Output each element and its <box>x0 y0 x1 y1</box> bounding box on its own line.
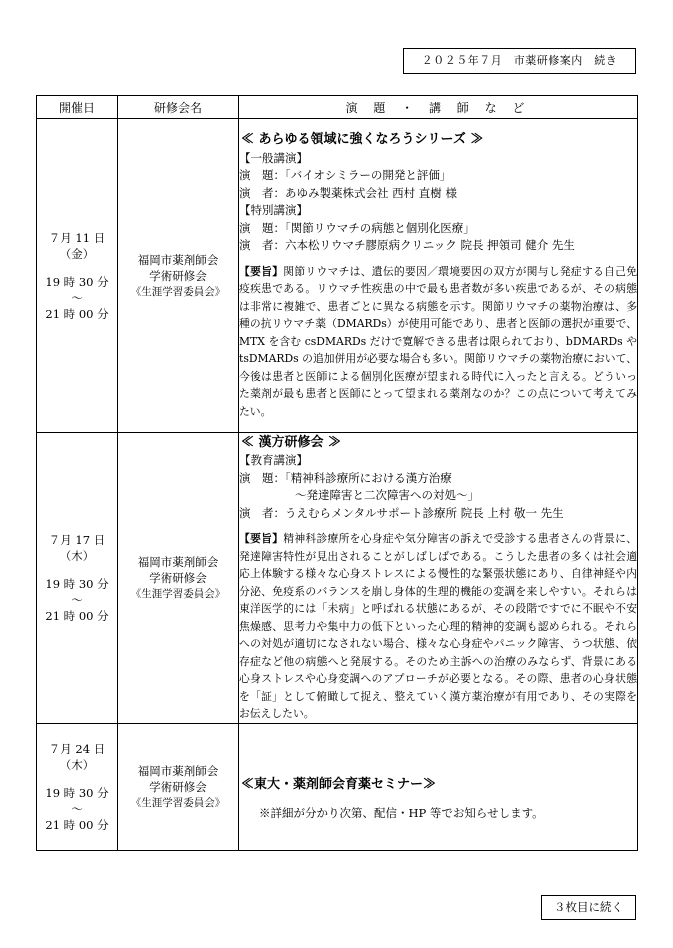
topic-cell <box>239 433 638 724</box>
lecture-title: 演 題：「バイオシミラーの開発と評価」 <box>239 168 452 182</box>
session-time-start: 19 時 30 分 <box>45 274 109 289</box>
organizer-type: 学術研修会 <box>149 571 207 585</box>
summary-text: 精神科診療所を心身症や気分障害の訴えで受診する患者さんの背景に、発達障害特性が見出されることがしばしばである。こうした患者の多くは社会適応上体験する様々な心身ストレスによる慢性的な緊張状態にあり、自律神経や内分泌、免疫系のバランスを崩し身体的生理的機能の変調を来しやすい。それらは東洋医学的には「未病」と呼ばれる状態にあるが、その段階ですでに不眠や不安焦燥感、思考力や集中力の低下といった心理的精神的変調も認められる。それらへの対処が適切になされない場合、様々な心身症やパニック障害、うつ状態、依存症など他の病態へと発展する。そのため主訴への治療のみならず、背景にある心身ストレスや心身変調へのアプローチが必要となる。その際、患者の心身状態を「証」として俯瞰して捉え、整えていく漢方薬治療が有用であり、その実際をお伝えしたい。 <box>239 532 638 720</box>
lecture-title: 演 題：「精神科診療所における漢方治療 <box>239 470 452 485</box>
organizer-cell <box>118 433 239 724</box>
organizer-committee: 《生涯学習委員会》 <box>130 797 226 809</box>
series-title: ≪東大・薬剤師会育薬セミナー≫ <box>241 776 437 792</box>
session-time-end: 21 時 00 分 <box>45 818 109 832</box>
organizer-committee: 《生涯学習委員会》 <box>130 588 226 600</box>
column-header-name: 研修会名 <box>118 96 239 119</box>
organizer-type: 学術研修会 <box>149 268 207 283</box>
column-header-date: 開催日 <box>37 96 118 119</box>
summary-label: 【要旨】 <box>239 532 284 545</box>
lecture-speaker: 演 者：うえむらメンタルサポート診療所 院長 上村 敬一 先生 <box>239 505 564 520</box>
session-time-start: 19 時 30 分 <box>45 577 109 591</box>
session-date-cell <box>37 433 118 724</box>
lecture-speaker: 演 者：あゆみ製薬株式会社 西村 直樹 様 <box>239 185 457 200</box>
table-row <box>37 433 638 724</box>
table-row <box>37 119 638 433</box>
session-weekday: （木） <box>59 549 95 563</box>
series-title: ≪ 漢方研修会 ≫ <box>241 434 342 450</box>
session-time-end: 21 時 00 分 <box>45 306 109 321</box>
session-weekday: （木） <box>59 758 95 772</box>
session-date-cell <box>37 724 118 851</box>
document-header: ２０２５年７月 市薬研修案内 続き <box>403 48 636 74</box>
session-date: ７月 24 日 <box>48 742 106 756</box>
organizer-committee: 《生涯学習委員会》 <box>130 285 226 298</box>
organizer-type: 学術研修会 <box>149 780 207 794</box>
lecture-summary <box>239 263 637 421</box>
lecture-title: 演 題：「関節リウマチの病態と個別化医療」 <box>239 220 475 235</box>
topic-cell <box>239 119 638 433</box>
session-date-cell <box>37 119 118 433</box>
details-note: ※詳細が分かり次第、配信・HP 等でお知らせします。 <box>259 806 544 820</box>
organizer-name: 福岡市薬剤師会 <box>137 555 219 569</box>
organizer-cell <box>118 119 239 433</box>
lecture-speaker: 演 者：六本松リウマチ膠原病クリニック 院長 押領司 健介 先生 <box>239 238 575 252</box>
table-header-row <box>37 96 638 119</box>
lecture-heading: 【一般講演】 <box>239 150 308 165</box>
topic-cell <box>239 724 638 851</box>
continued-note: ３枚目に続く <box>541 895 636 920</box>
column-header-topic: 演 題 ・ 講 師 な ど <box>239 96 638 119</box>
session-date: ７月 17 日 <box>48 533 106 547</box>
session-time-sep: ～ <box>71 290 83 305</box>
summary-text: 関節リウマチは、遺伝的要因／環境要因の双方が関与し発症する自己免疫疾患である。リウマチ性疾患の中で最も患者数が多い疾患であるが、その病態は非常に複雑で、患者ごとに異なる病態を示す。関節リウマチの薬物治療は、多種の抗リウマチ薬（DMARDs）が使用可能であり、患者と医師の選択が重要で、MTX を含む csDMARDs だけで寛解できる患者は限られており、bDMARDs や tsDMARDs の追加併用が必要な場合も多い。関節リウマチの薬物治療において、今後は患者と医師による個別化医療が望まれる時代に入ったと言える。どういった薬剤が最も患者と医師にとって望まれる薬剤なのか？この点について考えてみたい。 <box>239 264 638 418</box>
series-title: ≪ あらゆる領域に強くなろうシリーズ ≫ <box>241 132 484 147</box>
session-date: ７月 11 日 <box>48 230 106 245</box>
session-time-start: 19 時 30 分 <box>45 786 109 800</box>
summary-label: 【要旨】 <box>239 264 284 278</box>
lecture-summary <box>239 530 637 723</box>
table-row <box>37 724 638 851</box>
session-weekday: （金） <box>59 246 95 261</box>
lecture-heading: 【教育講演】 <box>239 453 308 467</box>
session-time-sep: ～ <box>71 593 83 607</box>
schedule-table <box>36 95 638 851</box>
lecture-title-cont: ～発達障害と二次障害への対処～」 <box>295 488 479 502</box>
organizer-name: 福岡市薬剤師会 <box>137 764 219 778</box>
session-time-sep: ～ <box>71 802 83 816</box>
lecture-heading: 【特別講演】 <box>239 203 308 217</box>
session-time-end: 21 時 00 分 <box>45 609 109 623</box>
organizer-name: 福岡市薬剤師会 <box>137 252 219 267</box>
organizer-cell <box>118 724 239 851</box>
